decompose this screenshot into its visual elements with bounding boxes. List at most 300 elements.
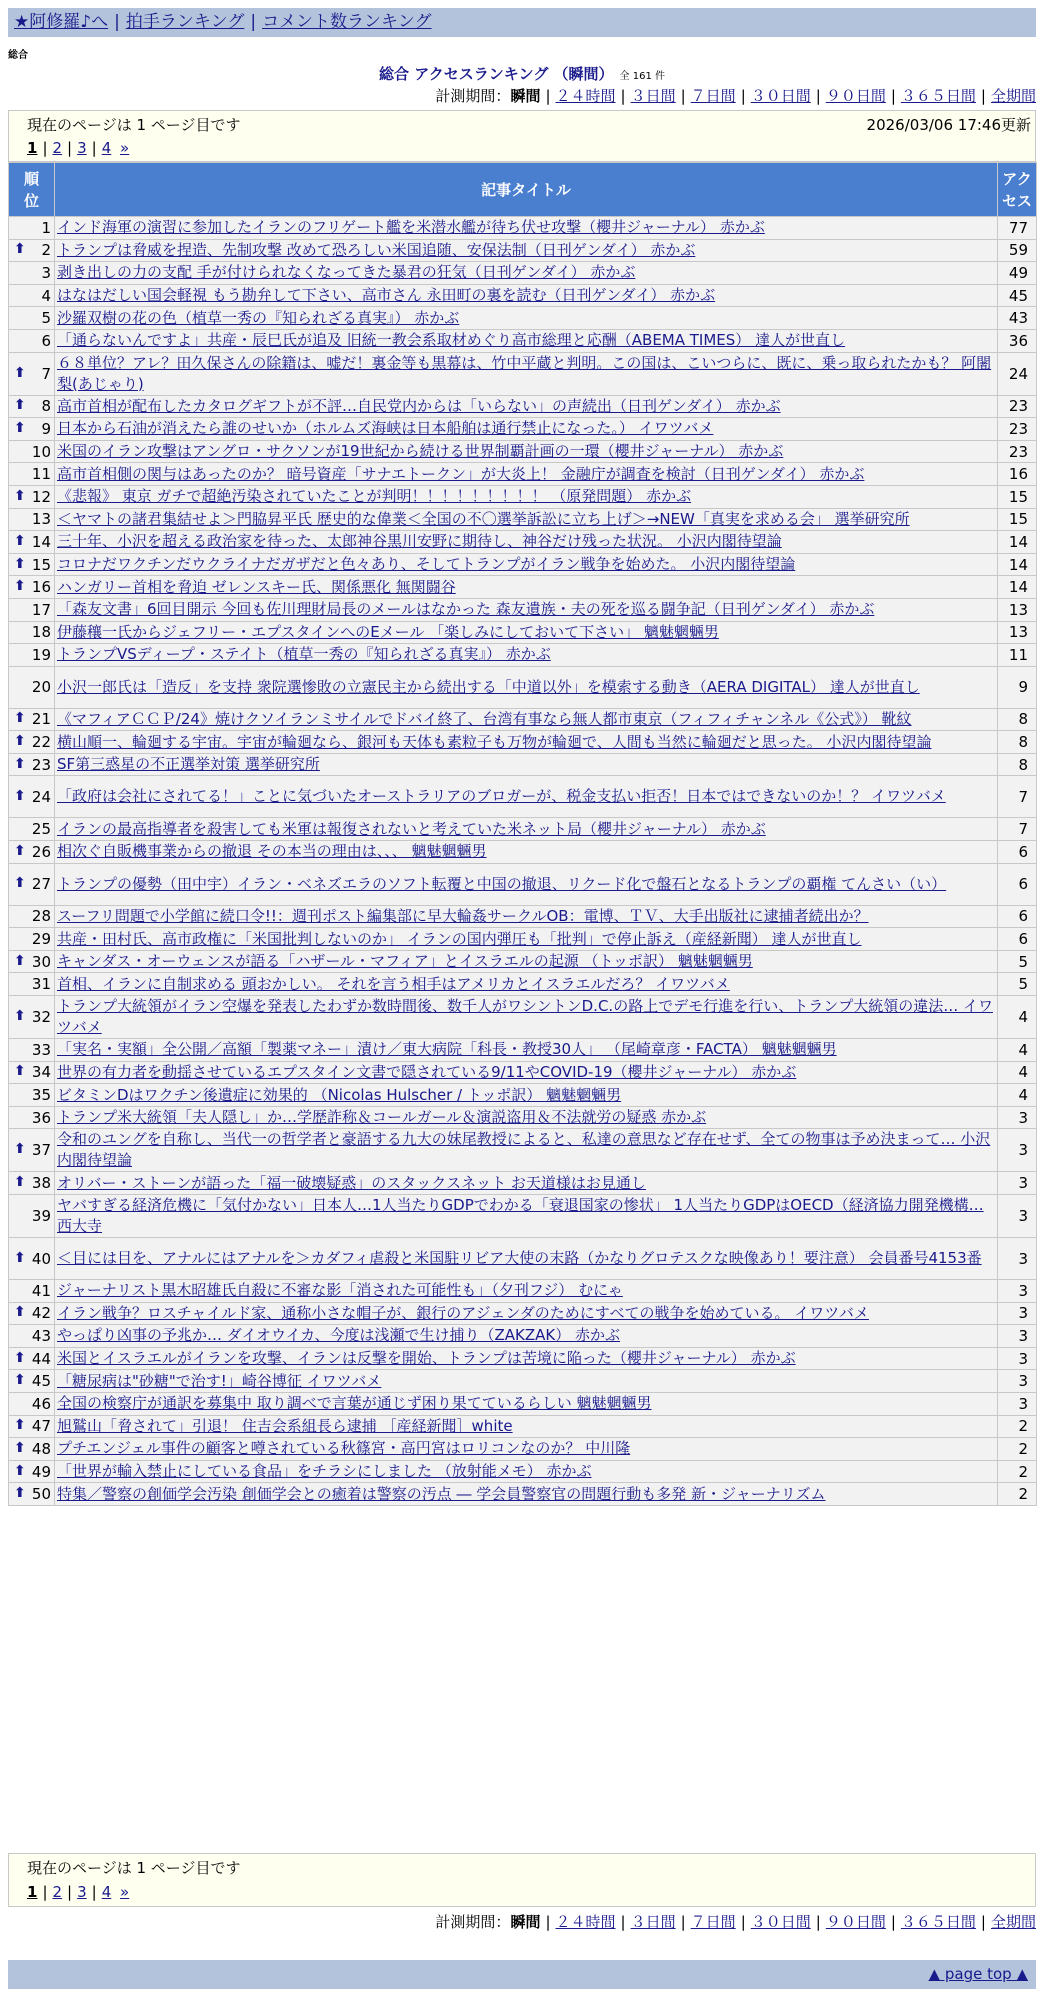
rank-cell bbox=[9, 217, 55, 240]
table-row bbox=[9, 553, 1037, 576]
title-cell bbox=[55, 463, 998, 486]
article-title-link[interactable]: 三十年、小沢を超える政治家を待った、太郎神谷黒川安野に期待し、神谷だけ残った状況。 小沢内閣待望論 bbox=[57, 532, 782, 551]
rank-cell bbox=[9, 708, 55, 731]
table-row bbox=[9, 463, 1037, 486]
table-row bbox=[9, 1061, 1037, 1084]
access-count: 3 bbox=[998, 1347, 1037, 1370]
title-cell bbox=[55, 418, 998, 441]
title-cell bbox=[55, 731, 998, 754]
current-page-text: 現在のページは 1 ページ目です bbox=[27, 116, 241, 134]
access-count: 36 bbox=[998, 329, 1037, 352]
table-row bbox=[9, 1460, 1037, 1483]
access-count: 3 bbox=[998, 1195, 1037, 1238]
title-cell bbox=[55, 352, 998, 395]
rank-cell bbox=[9, 753, 55, 776]
article-title-link[interactable]: 米国とイスラエルがイランを攻撃、イランは反撃を開始、トランプは苦境に陥った（櫻井ジャーナル） 赤かぶ bbox=[57, 1349, 796, 1368]
article-title-link[interactable]: トランプは脅威を捏造、先制攻撃 改めて恐ろしい米国追随、安保法制（日刊ゲンダイ） 赤かぶ bbox=[57, 240, 696, 259]
access-count: 4 bbox=[998, 1039, 1037, 1062]
access-count: 2 bbox=[998, 1438, 1037, 1461]
table-row bbox=[9, 1238, 1037, 1280]
rank-number: 47 bbox=[31, 1417, 51, 1436]
rank-number: 19 bbox=[31, 645, 51, 664]
period-separator: | bbox=[890, 1913, 896, 1931]
pager-current-page: 1 bbox=[27, 1883, 38, 1901]
article-title-link[interactable]: プチエンジェル事件の顧客と噂されている秋篠宮・高円宮はロリコンなのか？ 中川隆 bbox=[57, 1439, 631, 1458]
article-title-link[interactable]: 「通らないんですよ」共産・辰巳氏が追及 旧統一教会系取材めぐり高市総理と応酬（ABEMA TIMES） 達人が世直し bbox=[57, 331, 846, 350]
table-row bbox=[9, 708, 1037, 731]
article-title-link[interactable]: 令和のユングを自称し、当代一の哲学者と豪語する九大の妹尾教授によると、私達の意思など存在せず、全ての物事は予め決まって… 小沢内閣待望論 bbox=[57, 1130, 991, 1170]
rank-up-icon: ⬆ bbox=[14, 364, 26, 381]
period-option-0[interactable]: ２４時間 bbox=[555, 87, 616, 105]
table-row bbox=[9, 928, 1037, 951]
rank-up-icon: ⬆ bbox=[14, 1439, 26, 1456]
table-row bbox=[9, 1392, 1037, 1415]
article-title-link[interactable]: 高市首相が配布したカタログギフトが不評…自民党内からは「いらない」の声続出（日刊ゲンダイ） 赤かぶ bbox=[57, 396, 781, 415]
rank-number: 29 bbox=[31, 930, 51, 949]
title-cell bbox=[55, 307, 998, 330]
rank-number: 21 bbox=[31, 710, 51, 729]
period-option-6[interactable]: 全期間 bbox=[990, 87, 1036, 105]
title-cell bbox=[55, 905, 998, 928]
table-row bbox=[9, 950, 1037, 973]
article-title-link[interactable]: キャンダス・オーウェンスが語る「ハザール・マフィア」とイスラエルの起源 （トッポ訳） 魑魅魍魎男 bbox=[57, 952, 753, 971]
article-title-link[interactable]: 剥き出しの力の支配 手が付けられなくなってきた暴君の狂気（日刊ゲンダイ） 赤かぶ bbox=[57, 263, 636, 282]
rank-number: 4 bbox=[41, 286, 51, 305]
access-count: 3 bbox=[998, 1302, 1037, 1325]
table-row bbox=[9, 598, 1037, 621]
article-title-link[interactable]: はなはだしい国会軽視 もう勘弁して下さい、高市さん 永田町の裏を読む（日刊ゲンダイ） 赤かぶ bbox=[57, 286, 716, 305]
article-title-link[interactable]: 特集／警察の創価学会汚染 創価学会との癒着は警察の汚点 ― 学会員警察官の問題行動も多発 新・ジャーナリズム bbox=[57, 1484, 826, 1503]
title-cell bbox=[55, 262, 998, 285]
article-title-link[interactable]: 日本から石油が消えたら誰のせいか（ホルムズ海峡は日本船舶は通行禁止になった。） イワツバメ bbox=[57, 419, 714, 438]
article-title-link[interactable]: やっぱり凶事の予兆か… ダイオウイカ、今度は浅瀬で生け捕り（ZAKZAK） 赤かぶ bbox=[57, 1326, 621, 1345]
header-access: アクセス bbox=[998, 163, 1037, 217]
article-title-link[interactable]: 首相、イランに自制求める 頭おかしい。 それを言う相手はアメリカとイスラエルだろ？ イワツバメ bbox=[57, 974, 730, 993]
article-title-link[interactable]: トランプ米大統領「夫人隠し」か…学歴詐称＆コールガール＆演説盗用＆不法就労の疑惑 赤かぶ bbox=[57, 1108, 707, 1127]
rank-cell bbox=[9, 1302, 55, 1325]
rank-cell bbox=[9, 1460, 55, 1483]
access-count: 3 bbox=[998, 1106, 1037, 1129]
table-row bbox=[9, 1302, 1037, 1325]
rank-number: 26 bbox=[31, 842, 51, 861]
access-count: 3 bbox=[998, 1325, 1037, 1348]
pager-current-page: 1 bbox=[27, 139, 38, 157]
rank-cell bbox=[9, 418, 55, 441]
rank-cell bbox=[9, 863, 55, 905]
article-title-link[interactable]: オリバー・ストーンが語った「福一破壊疑惑」のスタックスネット お天道様はお見通し bbox=[57, 1173, 646, 1192]
table-row bbox=[9, 395, 1037, 418]
table-row bbox=[9, 576, 1037, 599]
rank-cell bbox=[9, 1347, 55, 1370]
access-count: 4 bbox=[998, 996, 1037, 1039]
article-title-link[interactable]: 「糖尿病は"砂糖"で治す!」崎谷博征 イワツバメ bbox=[57, 1371, 382, 1390]
rank-number: 42 bbox=[31, 1304, 51, 1323]
title-cell bbox=[55, 996, 998, 1039]
article-title-link[interactable]: スーフリ問題で小学館に続口令!!：週刊ポスト編集部に早大輪姦サークルOB：電博、ＴＶ、大手出版社に逮捕者続出か？ bbox=[57, 906, 869, 925]
rank-up-icon: ⬆ bbox=[14, 875, 26, 892]
access-count: 3 bbox=[998, 1129, 1037, 1172]
article-title-link[interactable]: SF第三惑星の不正選挙対策 選挙研究所 bbox=[57, 755, 320, 774]
rank-number: 23 bbox=[31, 755, 51, 774]
period-option-2[interactable]: ７日間 bbox=[690, 87, 736, 105]
table-row bbox=[9, 776, 1037, 818]
pager-separator: | bbox=[67, 139, 73, 157]
rank-number: 25 bbox=[31, 820, 51, 839]
article-title-link[interactable]: インド海軍の演習に参加したイランのフリゲート艦を米潜水艦が待ち伏せ攻撃（櫻井ジャーナル） 赤かぶ bbox=[57, 218, 765, 237]
rank-cell bbox=[9, 284, 55, 307]
page-top-link[interactable]: ▲ page top ▲ bbox=[928, 1965, 1028, 1983]
article-title-link[interactable]: 「森友文書」6回目開示 今回も佐川理財局長のメールはなかった 森友遺族・夫の死を巡る闘争記（日刊ゲンダイ） 赤かぶ bbox=[57, 600, 875, 619]
rank-number: 7 bbox=[41, 364, 51, 383]
access-count: 6 bbox=[998, 841, 1037, 864]
pager-page-4[interactable]: 4 bbox=[101, 139, 112, 157]
article-title-link[interactable]: 高市首相側の関与はあったのか？ 暗号資産「サナエトークン」が大炎上！ 金融庁が調査を検討（日刊ゲンダイ） 赤かぶ bbox=[57, 464, 865, 483]
table-row bbox=[9, 1325, 1037, 1348]
table-header-row bbox=[9, 163, 1037, 217]
article-title-link[interactable]: トランプVSディープ・ステイト（植草一秀の『知られざる真実』） 赤かぶ bbox=[57, 645, 551, 664]
title-cell bbox=[55, 440, 998, 463]
access-count: 2 bbox=[998, 1415, 1037, 1438]
article-title-link[interactable]: 旭鷲山「脅されて」引退！ 住吉会系組長ら逮捕 ［産経新聞］white bbox=[57, 1416, 513, 1435]
period-option-1[interactable]: ３日間 bbox=[630, 87, 676, 105]
rank-up-icon: ⬆ bbox=[14, 952, 26, 969]
pager-separator: | bbox=[67, 1883, 73, 1901]
updated-timestamp: 2026/03/06 17:46更新 bbox=[866, 116, 1031, 134]
title-cell bbox=[55, 1392, 998, 1415]
rank-up-icon: ⬆ bbox=[14, 710, 26, 727]
table-row bbox=[9, 284, 1037, 307]
title-cell bbox=[55, 576, 998, 599]
rank-up-icon: ⬆ bbox=[14, 1174, 26, 1191]
rank-number: 27 bbox=[31, 875, 51, 894]
article-title-link[interactable]: ＜ヤマトの諸君集結せよ＞門脇昇平氏 歴史的な偉業＜全国の不〇選挙訴訟に立ち上げ＞→NEW「真実を求める会」 選挙研究所 bbox=[57, 509, 910, 528]
article-title-link[interactable]: ジャーナリスト黒木昭雄氏自殺に不審な影「消された可能性も」（夕刊フジ） むにゃ bbox=[57, 1281, 623, 1300]
rank-up-icon: ⬆ bbox=[14, 397, 26, 414]
title-cell bbox=[55, 1129, 998, 1172]
period-selector-bottom bbox=[435, 1912, 1036, 1932]
title-cell bbox=[55, 950, 998, 973]
rank-number: 6 bbox=[41, 331, 51, 350]
access-count: 9 bbox=[998, 666, 1037, 708]
table-row bbox=[9, 818, 1037, 841]
table-row bbox=[9, 1483, 1037, 1506]
title-cell bbox=[55, 1172, 998, 1195]
title-cell bbox=[55, 531, 998, 554]
period-selector-top bbox=[435, 86, 1036, 106]
pager-separator: | bbox=[42, 139, 48, 157]
rank-cell bbox=[9, 576, 55, 599]
nav-link-asyura[interactable]: ★阿修羅♪へ bbox=[14, 12, 109, 32]
article-title-link[interactable]: トランプの優勢（田中宇）イラン・ベネズエラのソフト転覆と中国の撤退、リクード化で盤石となるトランプの覇権 てんさい（い） bbox=[57, 874, 947, 893]
access-count: 7 bbox=[998, 818, 1037, 841]
rank-cell bbox=[9, 239, 55, 262]
access-count: 16 bbox=[998, 463, 1037, 486]
rank-number: 1 bbox=[41, 218, 51, 237]
article-title-link[interactable]: 米国のイラン攻撃はアングロ・サクソンが19世紀から続ける世界制覇計画の一環（櫻井ジャーナル） 赤かぶ bbox=[57, 442, 784, 461]
access-count: 14 bbox=[998, 531, 1037, 554]
title-cell bbox=[55, 973, 998, 996]
title-cell bbox=[55, 644, 998, 667]
title-cell bbox=[55, 708, 998, 731]
article-title-link[interactable]: 沙羅双樹の花の色（植草一秀の『知られざる真実』） 赤かぶ bbox=[57, 308, 460, 327]
title-cell bbox=[55, 1483, 998, 1506]
article-title-link[interactable]: 横山順一、輪廻する宇宙。宇宙が輪廻なら、銀河も天体も素粒子も万物が輪廻で、人間も当然に輪廻だと思った。 小沢内閣待望論 bbox=[57, 732, 932, 751]
rank-number: 12 bbox=[31, 487, 51, 506]
rank-up-icon: ⬆ bbox=[14, 733, 26, 750]
table-row bbox=[9, 508, 1037, 531]
rank-up-icon: ⬆ bbox=[14, 1372, 26, 1389]
title-cell bbox=[55, 1347, 998, 1370]
pager-page-4[interactable]: 4 bbox=[101, 1883, 112, 1901]
rank-number: 49 bbox=[31, 1462, 51, 1481]
article-title-link[interactable]: ６８単位？アレ？田久保さんの除籍は、嘘だ！裏金等も黒幕は、竹中平蔵と判明。この国は、こいつらに、既に、乗っ取られたかも？ 阿闍梨(あじゃり) bbox=[57, 353, 992, 393]
period-separator: | bbox=[740, 87, 746, 105]
article-title-link[interactable]: 小沢一郎氏は「造反」を支持 衆院選惨敗の立憲民主から続出する「中道以外」を模索する動き（AERA DIGITAL） 達人が世直し bbox=[57, 677, 920, 696]
table-row bbox=[9, 1415, 1037, 1438]
period-option-5[interactable]: ３６５日間 bbox=[900, 87, 976, 105]
nav-link-clap-ranking[interactable]: 拍手ランキング bbox=[125, 12, 245, 32]
access-count: 6 bbox=[998, 928, 1037, 951]
access-count: 15 bbox=[998, 508, 1037, 531]
title-cell bbox=[55, 1195, 998, 1238]
rank-up-icon: ⬆ bbox=[14, 842, 26, 859]
pager-top bbox=[27, 138, 129, 158]
article-title-link[interactable]: 共産・田村氏、高市政権に「米国批判しないのか」 イランの国内弾圧も「批判」で停止訴え（産経新聞） 達人が世直し bbox=[57, 929, 862, 948]
title-cell bbox=[55, 1238, 998, 1280]
access-count: 13 bbox=[998, 621, 1037, 644]
rank-cell bbox=[9, 905, 55, 928]
title-cell bbox=[55, 1325, 998, 1348]
access-count: 43 bbox=[998, 307, 1037, 330]
rank-number: 40 bbox=[31, 1249, 51, 1268]
rank-number: 2 bbox=[41, 241, 51, 260]
period-option-0[interactable]: ２４時間 bbox=[555, 1913, 616, 1931]
article-title-link[interactable]: 「政府は会社にされてる！」ことに気づいたオーストラリアのブロガーが、税金支払い拒否！日本ではできないのか！？ イワツバメ bbox=[57, 787, 946, 806]
title-cell bbox=[55, 217, 998, 240]
access-count: 15 bbox=[998, 485, 1037, 508]
title-cell bbox=[55, 395, 998, 418]
period-option-3[interactable]: ３０日間 bbox=[750, 1913, 811, 1931]
period-label: 計測期間： bbox=[435, 1913, 511, 1931]
title-cell bbox=[55, 818, 998, 841]
period-current: 瞬間 bbox=[510, 1913, 541, 1931]
article-title-link[interactable]: ビタミンDはワクチン後遺症に効果的 （Nicolas Hulscher / トッポ訳） 魑魅魍魎男 bbox=[57, 1085, 622, 1104]
access-count: 5 bbox=[998, 973, 1037, 996]
article-title-link[interactable]: トランプ大統領がイラン空爆を発表したわずか数時間後、数千人がワシントンD.C.の路上でデモ行進を行い、トランプ大統領の違法… イワツバメ bbox=[57, 997, 993, 1037]
rank-number: 22 bbox=[31, 733, 51, 752]
article-title-link[interactable]: 伊藤穰一氏からジェフリー・エプスタインへのEメール 「楽しみにしておいて下さい」 魑魅魍魎男 bbox=[57, 622, 719, 641]
title-cell bbox=[55, 841, 998, 864]
rank-cell bbox=[9, 776, 55, 818]
title-cell bbox=[55, 239, 998, 262]
article-title-link[interactable]: 相次ぐ自販機事業からの撤退 その本当の理由は、、、 魑魅魍魎男 bbox=[57, 842, 487, 861]
period-separator: | bbox=[680, 87, 686, 105]
title-cell bbox=[55, 863, 998, 905]
rank-cell bbox=[9, 973, 55, 996]
title-cell bbox=[55, 928, 998, 951]
rank-cell bbox=[9, 996, 55, 1039]
rank-number: 16 bbox=[31, 578, 51, 597]
rank-number: 38 bbox=[31, 1174, 51, 1193]
access-count: 3 bbox=[998, 1370, 1037, 1393]
table-row bbox=[9, 262, 1037, 285]
article-title-link[interactable]: イランの最高指導者を殺害しても米軍は報復されないと考えていた米ネット局（櫻井ジャーナル） 赤かぶ bbox=[57, 819, 766, 838]
period-option-5[interactable]: ３６５日間 bbox=[900, 1913, 976, 1931]
period-option-4[interactable]: ９０日間 bbox=[825, 87, 886, 105]
rank-cell bbox=[9, 1370, 55, 1393]
rank-up-icon: ⬆ bbox=[14, 241, 26, 258]
article-title-link[interactable]: コロナだワクチンだウクライナだガザだと色々あり、そしてトランプがイラン戦争を始めた。 小沢内閣待望論 bbox=[57, 555, 796, 574]
period-separator: | bbox=[680, 1913, 686, 1931]
top-nav-bar: ★阿修羅♪へ | 拍手ランキング | コメント数ランキング bbox=[8, 8, 1036, 37]
access-count: 7 bbox=[998, 776, 1037, 818]
access-count: 23 bbox=[998, 440, 1037, 463]
rank-cell bbox=[9, 841, 55, 864]
header-rank: 順位 bbox=[9, 163, 55, 217]
access-count: 4 bbox=[998, 1084, 1037, 1107]
rank-number: 33 bbox=[31, 1040, 51, 1059]
rank-up-icon: ⬆ bbox=[14, 1485, 26, 1502]
rank-number: 17 bbox=[31, 600, 51, 619]
ranking-title: 総合 アクセスランキング （瞬間） bbox=[379, 65, 614, 83]
article-title-link[interactable]: ヤバすぎる経済危機に「気付かない」日本人…1人当たりGDPでわかる「衰退国家の惨状」 1人当たりGDPはOECD（経済協力開発機構… 西大寺 bbox=[57, 1196, 984, 1235]
rank-cell bbox=[9, 1238, 55, 1280]
rank-number: 46 bbox=[31, 1394, 51, 1413]
title-cell bbox=[55, 1280, 998, 1303]
rank-up-icon: ⬆ bbox=[14, 578, 26, 595]
rank-cell bbox=[9, 352, 55, 395]
access-count: 3 bbox=[998, 1392, 1037, 1415]
access-count: 5 bbox=[998, 950, 1037, 973]
title-cell bbox=[55, 1061, 998, 1084]
table-row bbox=[9, 1039, 1037, 1062]
pager-page-3[interactable]: 3 bbox=[77, 139, 87, 157]
table-row bbox=[9, 1172, 1037, 1195]
period-separator: | bbox=[620, 1913, 626, 1931]
rank-cell bbox=[9, 598, 55, 621]
rank-up-icon: ⬆ bbox=[14, 1008, 26, 1025]
rank-number: 48 bbox=[31, 1439, 51, 1458]
rank-up-icon: ⬆ bbox=[14, 532, 26, 549]
rank-number: 36 bbox=[31, 1108, 51, 1127]
rank-up-icon: ⬆ bbox=[14, 1349, 26, 1366]
rank-cell bbox=[9, 1415, 55, 1438]
period-option-2[interactable]: ７日間 bbox=[690, 1913, 736, 1931]
table-row bbox=[9, 644, 1037, 667]
title-cell bbox=[55, 485, 998, 508]
rank-number: 39 bbox=[31, 1207, 51, 1225]
rank-cell bbox=[9, 666, 55, 708]
access-count: 11 bbox=[998, 644, 1037, 667]
rank-number: 24 bbox=[31, 787, 51, 806]
table-row bbox=[9, 621, 1037, 644]
table-row bbox=[9, 1280, 1037, 1303]
pager-page-2[interactable]: 2 bbox=[52, 139, 63, 157]
rank-number: 45 bbox=[31, 1372, 51, 1391]
access-count: 14 bbox=[998, 553, 1037, 576]
period-option-1[interactable]: ３日間 bbox=[630, 1913, 676, 1931]
rank-cell bbox=[9, 1039, 55, 1062]
table-row bbox=[9, 841, 1037, 864]
nav-link-comment-ranking[interactable]: コメント数ランキング bbox=[262, 12, 432, 32]
rank-cell bbox=[9, 950, 55, 973]
rank-cell bbox=[9, 307, 55, 330]
access-count: 3 bbox=[998, 1238, 1037, 1280]
access-count: 3 bbox=[998, 1172, 1037, 1195]
table-row bbox=[9, 440, 1037, 463]
rank-number: 44 bbox=[31, 1349, 51, 1368]
current-page-text-bottom: 現在のページは 1 ページ目です bbox=[27, 1859, 241, 1877]
table-row bbox=[9, 217, 1037, 240]
rank-up-icon: ⬆ bbox=[14, 555, 26, 572]
article-title-link[interactable]: 「世界が輸入禁止にしている食品」をチラシにしました （放射能メモ） 赤かぶ bbox=[57, 1462, 592, 1481]
access-count: 4 bbox=[998, 1061, 1037, 1084]
access-count: 77 bbox=[998, 217, 1037, 240]
rank-cell bbox=[9, 508, 55, 531]
rank-up-icon: ⬆ bbox=[14, 487, 26, 504]
rank-up-icon: ⬆ bbox=[14, 755, 26, 772]
period-option-4[interactable]: ９０日間 bbox=[825, 1913, 886, 1931]
article-title-link[interactable]: ハンガリー首相を脅迫 ゼレンスキー氏、関係悪化 無関闘谷 bbox=[57, 577, 456, 596]
rank-cell bbox=[9, 1280, 55, 1303]
access-count: 24 bbox=[998, 352, 1037, 395]
ranking-table bbox=[8, 162, 1037, 1506]
rank-up-icon: ⬆ bbox=[14, 1462, 26, 1479]
rank-number: 20 bbox=[31, 678, 51, 697]
rank-cell bbox=[9, 621, 55, 644]
title-cell bbox=[55, 1106, 998, 1129]
rank-cell bbox=[9, 531, 55, 554]
article-title-link[interactable]: ＜目には目を、アナルにはアナルを＞カダフィ虐殺と米国駐リビア大使の末路（かなりグロテスクな映像あり！要注意） 会員番号4153番 bbox=[57, 1249, 982, 1267]
pager-page-3[interactable]: 3 bbox=[77, 1883, 87, 1901]
rank-cell bbox=[9, 463, 55, 486]
article-title-link[interactable]: 世界の有力者を動揺させているエプスタイン文書で隠されている9/11やCOVID-19（櫻井ジャーナル） 赤かぶ bbox=[57, 1062, 797, 1081]
table-row bbox=[9, 1347, 1037, 1370]
rank-cell bbox=[9, 818, 55, 841]
title-cell bbox=[55, 284, 998, 307]
rank-number: 8 bbox=[41, 397, 51, 416]
article-title-link[interactable]: 全国の検察庁が通訳を募集中 取り調べで言葉が通じず困り果てているらしい 魑魅魍魎男 bbox=[57, 1394, 652, 1413]
table-row bbox=[9, 973, 1037, 996]
rank-cell bbox=[9, 329, 55, 352]
pager-next[interactable]: » bbox=[120, 139, 130, 157]
title-cell bbox=[55, 1370, 998, 1393]
period-separator: | bbox=[815, 1913, 821, 1931]
article-title-link[interactable]: 《悲報》 東京 ガチで超絶汚染されていたことが判明！！！！！！！！！ （原発問題） 赤かぶ bbox=[57, 487, 692, 506]
period-separator: | bbox=[980, 87, 986, 105]
title-cell bbox=[55, 1302, 998, 1325]
article-title-link[interactable]: 「実名・実額」全公開／高額「製薬マネー」漬け／東大病院「科長・教授30人」 （尾崎章彦・FACTA） 魑魅魍魎男 bbox=[57, 1040, 837, 1059]
rank-cell bbox=[9, 1129, 55, 1172]
access-count: 23 bbox=[998, 418, 1037, 441]
access-count: 2 bbox=[998, 1460, 1037, 1483]
pager-next[interactable]: » bbox=[120, 1883, 130, 1901]
period-option-6[interactable]: 全期間 bbox=[990, 1913, 1036, 1931]
rank-number: 13 bbox=[31, 510, 51, 529]
rank-cell bbox=[9, 1106, 55, 1129]
pager-page-2[interactable]: 2 bbox=[52, 1883, 63, 1901]
article-title-link[interactable]: 《マフィアＣＣＰ/24》焼けクソイランミサイルでドバイ終了、台湾有事なら無人都市東京（フィフィチャンネル《公式》） 靴紋 bbox=[57, 709, 912, 728]
rank-number: 28 bbox=[31, 907, 51, 926]
page-info-top bbox=[8, 110, 1036, 162]
rank-number: 37 bbox=[31, 1141, 51, 1160]
article-title-link[interactable]: イラン戦争？ロスチャイルド家、通称小さな帽子が、銀行のアジェンダのためにすべての戦争を始めている。 イワツバメ bbox=[57, 1303, 869, 1322]
title-cell bbox=[55, 776, 998, 818]
title-cell bbox=[55, 1438, 998, 1461]
rank-number: 3 bbox=[41, 263, 51, 282]
access-count: 2 bbox=[998, 1483, 1037, 1506]
period-option-3[interactable]: ３０日間 bbox=[750, 87, 811, 105]
